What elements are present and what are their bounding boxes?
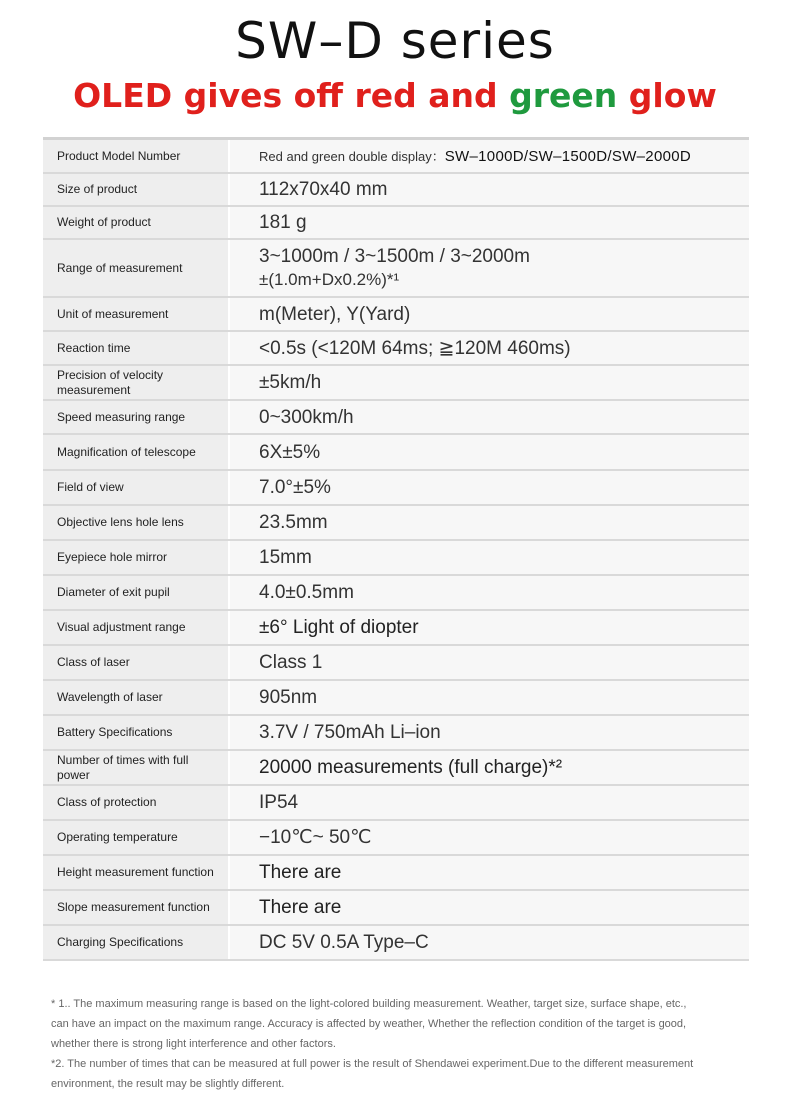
spec-label: Field of view xyxy=(43,471,228,504)
spec-row-weight xyxy=(43,207,749,240)
spec-label: Product Model Number xyxy=(43,140,228,172)
spec-value: <0.5s (<120M 64ms; ≧120M 460ms) xyxy=(230,332,749,364)
footnote-2-line-2: environment, the result may be slightly different. xyxy=(51,1078,285,1090)
spec-value: DC 5V 0.5A Type–C xyxy=(230,926,749,959)
spec-row-height-function xyxy=(43,856,749,891)
spec-row-full-power xyxy=(43,751,749,786)
spec-value-line2: ±(1.0m+Dx0.2%)*¹ xyxy=(259,270,400,289)
spec-row-objective-lens xyxy=(43,506,749,541)
spec-value: 4.0±0.5mm xyxy=(230,576,749,609)
footnotes xyxy=(51,994,751,1094)
spec-value: 905nm xyxy=(230,681,749,714)
spec-value-model: SW–1000D/SW–1500D/SW–2000D xyxy=(444,147,692,165)
spec-value: 181 g xyxy=(230,207,749,238)
spec-label: Class of laser xyxy=(43,646,228,679)
spec-label: Speed measuring range xyxy=(43,401,228,433)
spec-value: 23.5mm xyxy=(230,506,749,539)
spec-label: Wavelength of laser xyxy=(43,681,228,714)
spec-value: m(Meter), Y(Yard) xyxy=(230,298,749,330)
spec-label: Range of measurement xyxy=(43,240,228,296)
page-title: SW–D series xyxy=(235,12,555,70)
spec-label: Class of protection xyxy=(43,786,228,819)
spec-row-range xyxy=(43,240,749,298)
spec-value: 0~300km/h xyxy=(230,401,749,433)
spec-label: Reaction time xyxy=(43,332,228,364)
spec-row-field-of-view xyxy=(43,471,749,506)
subtitle-green-text: green xyxy=(509,76,618,115)
spec-value: ±5km/h xyxy=(230,366,749,399)
spec-value: There are xyxy=(230,891,749,924)
spec-label: Unit of measurement xyxy=(43,298,228,330)
spec-label: Weight of product xyxy=(43,207,228,238)
spec-label: Operating temperature xyxy=(43,821,228,854)
spec-value-line1: 3~1000m / 3~1500m / 3~2000m xyxy=(259,246,530,267)
spec-row-speed-range xyxy=(43,401,749,435)
spec-label: Battery Specifications xyxy=(43,716,228,749)
spec-row-wavelength xyxy=(43,681,749,716)
spec-value: 7.0°±5% xyxy=(230,471,749,504)
spec-row-eyepiece xyxy=(43,541,749,576)
spec-value: 6X±5% xyxy=(230,435,749,469)
page-subtitle xyxy=(0,74,790,118)
spec-row-charging xyxy=(43,926,749,961)
spec-value: There are xyxy=(230,856,749,889)
subtitle-red-text: OLED gives off red and xyxy=(73,76,510,115)
footnote-1-line-1: * 1.. The maximum measuring range is based on the light-colored building measurement. Weather, target size, surface shape, etc., xyxy=(51,998,687,1010)
spec-value: 15mm xyxy=(230,541,749,574)
spec-row-battery xyxy=(43,716,749,751)
subtitle-red-text-end: glow xyxy=(617,76,717,115)
spec-label: Precision of velocity measurement xyxy=(43,366,228,399)
footnote-2-line-1: *2. The number of times that can be measured at full power is the result of Shendawei experiment.Due to the different measurement xyxy=(51,1058,694,1070)
spec-row-visual-adjustment xyxy=(43,611,749,646)
spec-row-magnification xyxy=(43,435,749,471)
spec-label: Slope measurement function xyxy=(43,891,228,924)
spec-label: Charging Specifications xyxy=(43,926,228,959)
spec-label: Size of product xyxy=(43,174,228,205)
spec-value xyxy=(230,240,749,296)
spec-row-velocity-precision xyxy=(43,366,749,401)
spec-row-operating-temp xyxy=(43,821,749,856)
spec-label: Magnification of telescope xyxy=(43,435,228,469)
spec-value: 20000 measurements (full charge)*² xyxy=(230,751,749,784)
spec-label: Number of times with full power xyxy=(43,751,228,784)
spec-row-size xyxy=(43,174,749,207)
spec-value: IP54 xyxy=(230,786,749,819)
spec-row-reaction xyxy=(43,332,749,366)
spec-value: 3.7V / 750mAh Li–ion xyxy=(230,716,749,749)
spec-table xyxy=(43,137,749,961)
spec-label: Objective lens hole lens xyxy=(43,506,228,539)
spec-value xyxy=(230,140,749,172)
spec-row-protection xyxy=(43,786,749,821)
spec-value: −10℃~ 50℃ xyxy=(230,821,749,854)
spec-label: Diameter of exit pupil xyxy=(43,576,228,609)
spec-label: Visual adjustment range xyxy=(43,611,228,644)
spec-label: Height measurement function xyxy=(43,856,228,889)
spec-value: ±6° Light of diopter xyxy=(230,611,749,644)
footnote-1-line-2: can have an impact on the maximum range. Accuracy is affected by weather, Whether the reflection condition of the target is good, xyxy=(51,1018,687,1030)
spec-row-model xyxy=(43,140,749,174)
footnote-1-line-3: whether there is strong light interference and other factors. xyxy=(51,1038,336,1050)
spec-value: Class 1 xyxy=(230,646,749,679)
spec-row-unit xyxy=(43,298,749,332)
spec-value-prefix: Red and green double display： xyxy=(259,148,445,164)
spec-value: 112x70x40 mm xyxy=(230,174,749,205)
spec-label: Eyepiece hole mirror xyxy=(43,541,228,574)
spec-row-exit-pupil xyxy=(43,576,749,611)
spec-row-slope-function xyxy=(43,891,749,926)
spec-row-laser-class xyxy=(43,646,749,681)
